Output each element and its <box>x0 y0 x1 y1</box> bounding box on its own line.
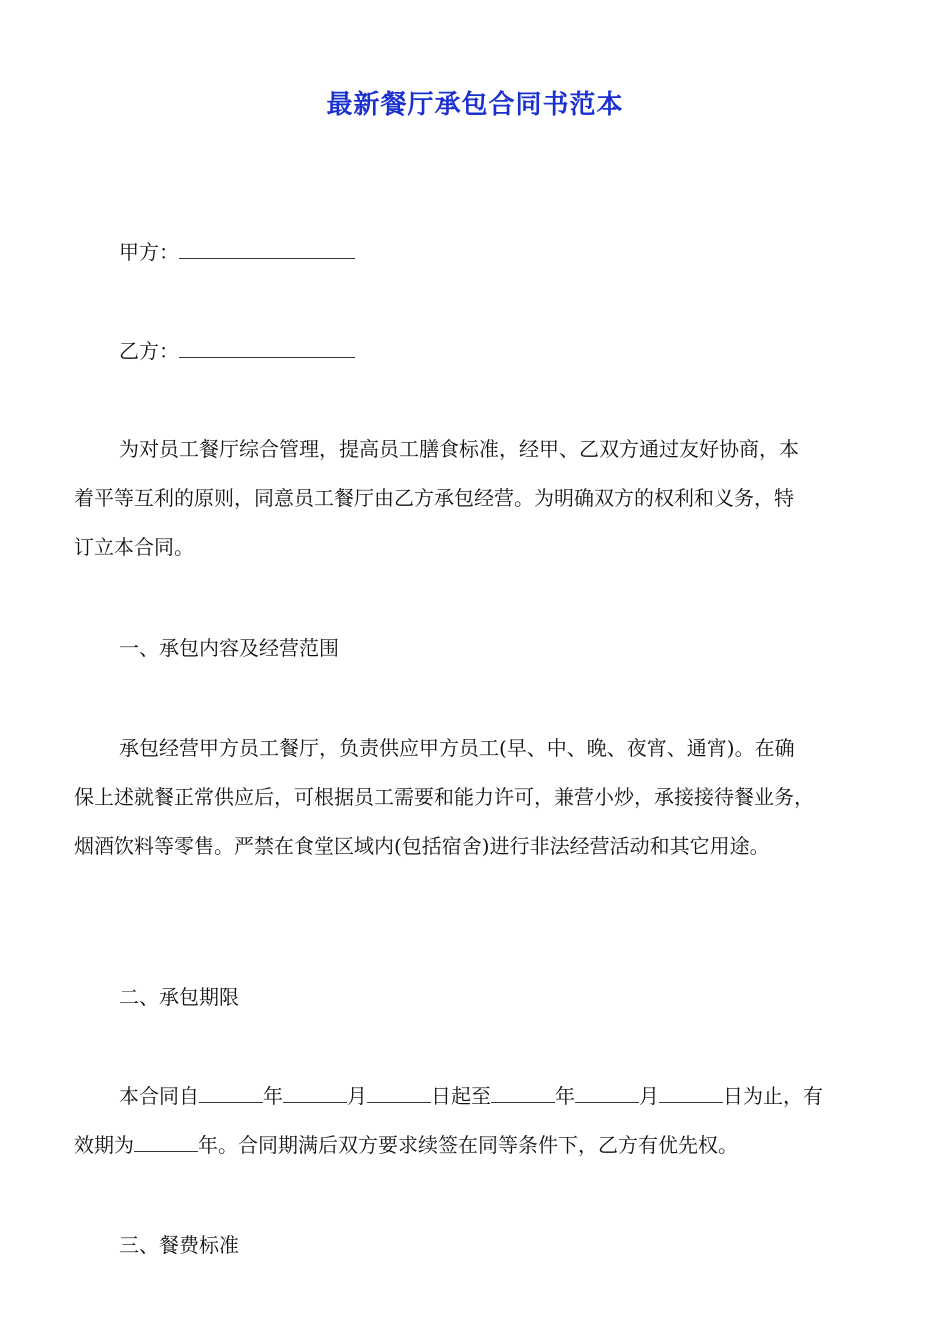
intro-line: 订立本合同。 <box>74 535 194 559</box>
end-day-blank <box>659 1082 723 1103</box>
section2-text: 日起至 <box>431 1084 491 1108</box>
section2-text: 年 <box>555 1084 575 1108</box>
section2-text: 本合同自 <box>119 1084 199 1108</box>
start-year-blank <box>199 1082 263 1103</box>
party-a-label: 甲方： <box>119 240 179 264</box>
validity-years-blank <box>134 1131 198 1152</box>
intro-paragraph <box>74 425 880 572</box>
document-title: 最新餐厅承包合同书范本 <box>326 90 624 120</box>
intro-line: 着平等互利的原则，同意员工餐厅由乙方承包经营。为明确双方的权利和义务，特 <box>74 486 794 510</box>
section2-text: 月 <box>639 1084 659 1108</box>
section2-text: 效期为 <box>74 1133 134 1157</box>
section2-heading: 二、承包期限 <box>119 985 239 1009</box>
section1-line: 承包经营甲方员工餐厅，负责供应甲方员工(早、中、晚、夜宵、通宵)。在确 <box>119 736 795 760</box>
start-month-blank <box>283 1082 347 1103</box>
section1-line: 保上述就餐正常供应后，可根据员工需要和能力许可，兼营小炒，承接接待餐业务， <box>74 785 814 809</box>
start-day-blank <box>367 1082 431 1103</box>
section2-line2 <box>74 1121 880 1170</box>
party-b-blank <box>179 337 355 358</box>
end-month-blank <box>575 1082 639 1103</box>
section2-text: 月 <box>347 1084 367 1108</box>
intro-line: 为对员工餐厅综合管理，提高员工膳食标准，经甲、乙双方通过友好协商，本 <box>119 437 799 461</box>
section2-line1 <box>119 1072 880 1121</box>
section2-text: 日为止，有 <box>723 1084 823 1108</box>
section3-heading: 三、餐费标准 <box>119 1233 239 1257</box>
party-a-blank <box>179 238 355 259</box>
section2-text: 年。合同期满后双方要求续签在同等条件下，乙方有优先权。 <box>198 1133 738 1157</box>
end-year-blank <box>491 1082 555 1103</box>
section1-line: 烟酒饮料等零售。严禁在食堂区域内(包括宿舍)进行非法经营活动和其它用途。 <box>74 834 770 858</box>
party-a-line <box>119 228 880 277</box>
party-b-label: 乙方： <box>119 339 179 363</box>
section1-paragraph <box>74 724 880 871</box>
section2-text: 年 <box>263 1084 283 1108</box>
party-b-line <box>119 327 880 376</box>
section1-heading: 一、承包内容及经营范围 <box>119 636 339 660</box>
